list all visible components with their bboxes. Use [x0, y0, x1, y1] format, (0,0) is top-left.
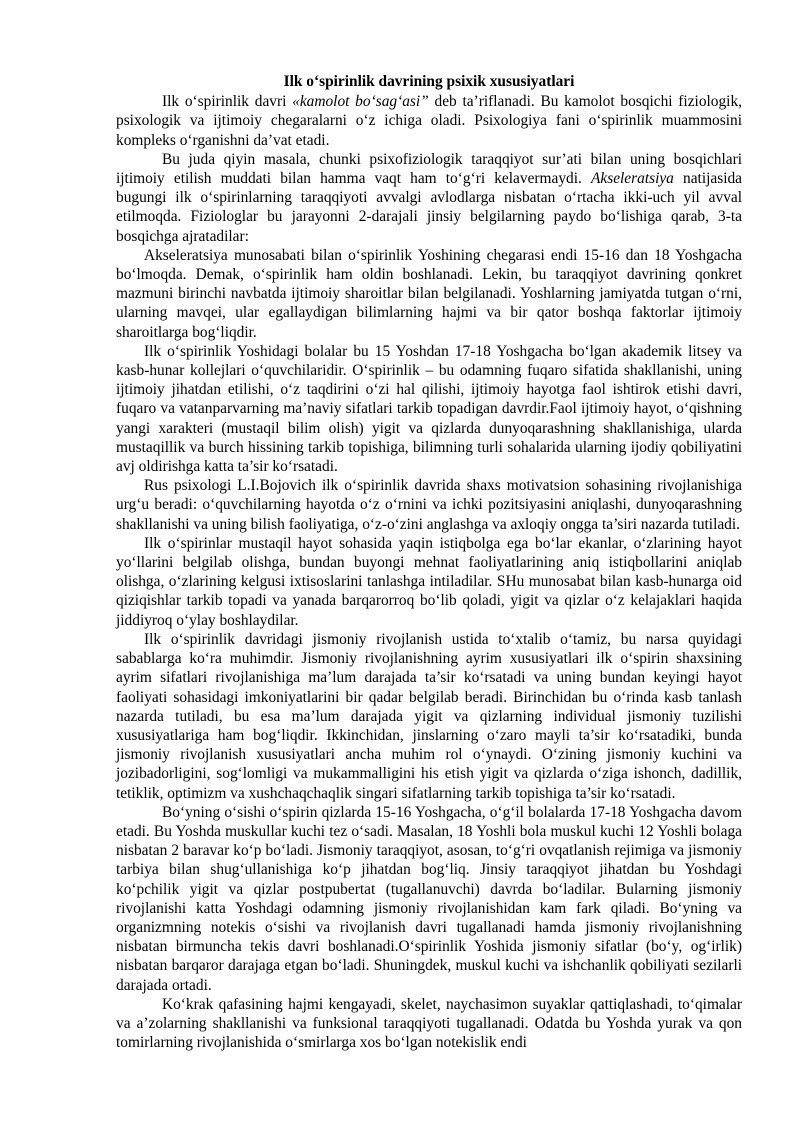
paragraph-9: Ko‘krak qafasining hajmi kengayadi, skelet, naychasimon suyaklar qattiqlashadi, to‘qimalar va a’zolarning shakllanishi va funksional taraqqiyoti tugallanadi. Odatda bu Yoshda yurak va qon tomirlarning rivojlanishida o‘smirlarga xos bo‘lgan notekislik endi: [116, 995, 742, 1052]
paragraph-5: Rus psixologi L.I.Bojovich ilk o‘spirinlik davrida shaxs motivatsion sohasining rivojlanishiga urg‘u beradi: o‘quvchilarning hayotda o‘z o‘rnini va ichki pozitsiyasini aniqlashi, dunyoqarashning shakllanishi va uning bilish faoliyatiga, o‘z-o‘zini anglashga va axloqiy ongga ta’siri nazarda tutiladi.: [116, 477, 742, 533]
paragraph-1-start: Ilk o‘spirinlik davri: [162, 93, 293, 111]
paragraph-2-emphasis: Akseleratsiya: [590, 170, 674, 188]
paragraph-2-end: natijasida bugungi ilk o‘spirinlarning taraqqiyoti avvalgi avlodlarga nisbatan o‘rtacha ikki-uch yil avval etilmoqda. Fiziologlar bu jarayonni 2-darajali jinsiy belgilarning paydo bo‘lishiga qarab, 3-ta bosqichga ajratadilar:: [116, 170, 742, 245]
paragraph-4: Ilk o‘spirinlik Yoshidagi bolalar bu 15 Yoshdan 17-18 Yoshgacha bo‘lgan akademik litsey va kasb-hunar kollejlari o‘quvchilaridir. O‘spirinlik – bu odamning fuqaro sifatida shakllanishi, uning ijtimoiy jihatdan etilishi, o‘z taqdirini o‘zi hal qilishi, ijtimoiy hayotga faol ishtirok etishi davri, fuqaro va vatanparvarning ma’naviy sifatlari tarkib topadigan davrdir.Faol ijtimoiy hayot, o‘qishning yangi xarakteri (mustaqil bilim olish) yigit va qizlarda dunyoqarashning shakllanishiga, ularda mustaqillik va burch hissining tarkib topishiga, bilimning turli sohalarida ularning ijodiy qobiliyatini avj oldirishga katta ta’sir ko‘rsatadi.: [116, 342, 742, 476]
paragraph-6: Ilk o‘spirinlar mustaqil hayot sohasida yaqin istiqbolga ega bo‘lar ekanlar, o‘zlarining hayot yo‘llarini belgilab olishga, bundan buyongi mehnat faoliyatlarining aniq istiqbollarini aniqlab olishga, o‘zlarining kelgusi ixtisoslarini tanlashga intiladilar. SHu munosabat bilan kasb-hunarga oid qiziqishlar tarkib topadi va yanada barqarorroq bo‘lib qoladi, yigit va qizlar o‘z kelajaklari haqida jiddiyroq o‘ylay boshlaydilar.: [116, 534, 742, 629]
paragraph-8: Bo‘yning o‘sishi o‘spirin qizlarda 15-16 Yoshgacha, o‘g‘il bolalarda 17-18 Yoshgacha davom etadi. Bu Yoshda muskullar kuchi tez o‘sadi. Masalan, 18 Yoshli bola muskul kuchi 12 Yoshli bolaga nisbatan 2 baravar ko‘p bo‘ladi. Jismoniy taraqqiyot, asosan, to‘g‘ri ovqatlanish rejimiga va jismoniy tarbiya bilan shug‘ullanishiga ko‘p jihatdan bog‘liq. Jinsiy taraqqiyot jihatdan bu Yoshdagi ko‘pchilik yigit va qizlar postpubertat (tugallanuvchi) davrda bo‘ladilar. Bularning jismoniy rivojlanishi katta Yoshdagi odamning jismoniy rivojlanishidan kam fark qiladi. Bo‘yning va organizmning notekis o‘sishi va rivojlanish davri tugallanadi hamda jismoniy rivojlanishning nisbatan birmuncha tekis davri boshlanadi.O‘spirinlik Yoshida jismoniy sifatlar (bo‘y, og‘irlik) nisbatan barqaror darajaga etgan bo‘ladi. Shuningdek, muskul kuchi va ishchanlik qobiliyati sezilarli darajada ortadi.: [116, 803, 742, 994]
paragraph-2: [116, 150, 742, 246]
paragraph-7: Ilk o‘spirinlik davridagi jismoniy rivojlanish ustida to‘xtalib o‘tamiz, bu narsa quyidagi sabablarga ko‘ra muhimdir. Jismoniy rivojlanishning ayrim xususiyatlari ilk o‘spirin shaxsining ayrim sifatlari rivojlanishiga ma’lum darajada ta’sir ko‘rsatadi va uning bundan keyingi hayot faoliyati sohasidagi imkoniyatlarini bir qadar belgilab beradi. Birinchidan bu o‘rinda kasb tanlash nazarda tutiladi, bu esa ma’lum darajada yigit va qizlarning individual jismoniy tuzilishi xususiyatlariga ham bog‘liqdir. Ikkinchidan, jinslarning o‘zaro mayli ta’sir ko‘rsatadiki, bunda jismoniy rivojlanish xususiyatlari ancha muhim rol o‘ynaydi. O‘zining jismoniy kuchini va jozibadorligini, sog‘lomligi va mukammalligini his etish yigit va qizlarda o‘ziga ishonch, dadillik, tetiklik, optimizm va xushchaqchaqlik singari sifatlarning tarkib topishiga ta’sir ko‘rsatadi.: [116, 630, 742, 802]
paragraph-1-emphasis: «kamolot bo‘sag‘asi”: [292, 93, 429, 111]
paragraph-1: [116, 92, 742, 150]
paragraph-2-start: Bu juda qiyin masala, chunki psixofiziologik taraqqiyot sur’ati bilan uning bosqichlari ijtimoiy etilish muddati bilan hamma vaqt ham to‘g‘ri kelavermaydi.: [116, 150, 742, 188]
paragraph-1-end: deb ta’riflanadi. Bu kamolot bosqichi fiziologik, psixologik va ijtimoiy chegaralarni o‘z ichiga oladi. Psixologiya fani o‘spirinlik muammosini kompleks o‘rganishni da’vat etadi.: [116, 93, 743, 149]
paragraph-3: Akseleratsiya munosabati bilan o‘spirinlik Yoshining chegarasi endi 15-16 dan 18 Yoshgacha bo‘lmoqda. Demak, o‘spirinlik ham oldin boshlanadi. Lekin, bu taraqqiyot davrining qonkret mazmuni birinchi navbatda ijtimoiy sharoitlar bilan belgilanadi. Yoshlarning jamiyatda tutgan o‘rni, ularning mavqei, ular egallaydigan bilimlarning hajmi va bir qator boshqa faktorlar ijtimoiy sharoitlarga bog‘liqdir.: [116, 246, 742, 341]
document-page: [116, 72, 742, 1052]
document-title: Ilk o‘spirinlik davrining psixik xususiyatlari: [283, 73, 575, 90]
